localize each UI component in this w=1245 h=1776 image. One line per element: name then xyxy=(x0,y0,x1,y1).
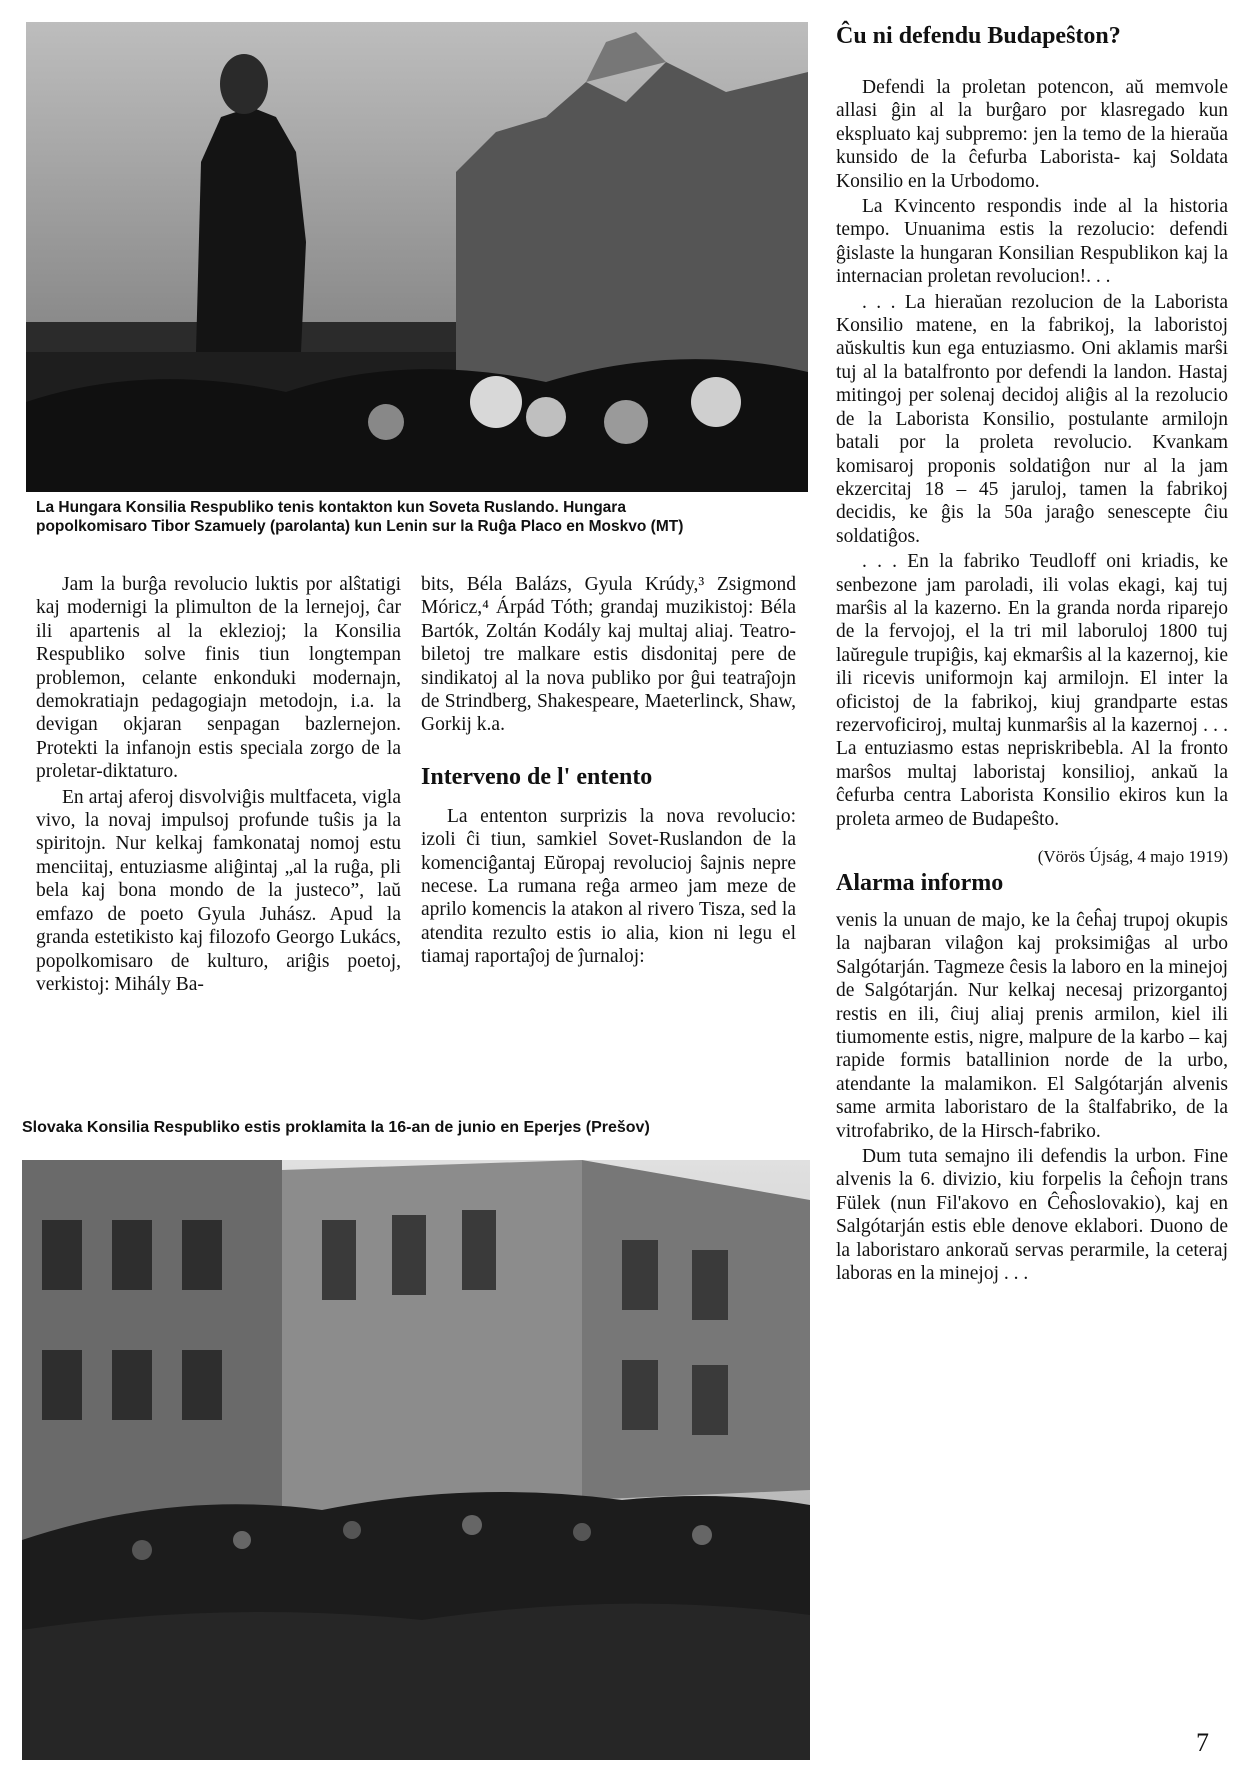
col3-paragraph-1: Defendi la proletan potencon, aŭ memvole allasi ĝin al la burĝaro por klasregado kun ekspluato kaj subpremo: jen la temo de la hieraŭa kunsido de la ĉefurba Laborista- kaj Soldata Konsilio en la Urbodomo. xyxy=(836,77,1228,192)
photo-szamuely-lenin xyxy=(26,22,808,492)
photo1-caption xyxy=(36,498,806,536)
source-citation: (Vörös Újság, 4 majo 1919) xyxy=(1037,847,1228,866)
column-3 xyxy=(836,22,1228,1288)
section-heading-alarma: Alarma informo xyxy=(836,870,1004,896)
col3-paragraph-5: venis la unuan de majo, ke la ĉeĥaj trupoj okupis la najbaran vilaĝon kaj proksimiĝas al urbo Salgótarján. Tagmeze ĉesis la laboro en la minejoj de Salgótarján. Nur kelkaj necesaj prizorgantoj restis en ili, ĉiuj aliaj prenis armilon, kiel ili tiumomente estis, nigre, malpure de la karbo – kaj rapide formis batallinion norde de la urbo, atendante la malamikon. El Salgótarján alvenis same armita laboristaro de la ŝtalfabriko, de la vitrofabriko, de la Hirsch-fabriko. xyxy=(836,910,1228,1142)
section-heading-budapesto: Ĉu ni defendu Budapeŝton? xyxy=(836,23,1121,49)
photo2-caption: Slovaka Konsilia Respubliko estis proklamita la 16-an de junio en Eperjes (Prešov) xyxy=(22,1119,650,1136)
col2-paragraph-1: bits, Béla Balázs, Gyula Krúdy,³ Zsigmond Móricz,⁴ Árpád Tóth; grandaj muzikistoj: Béla Bartók, Zoltán Kodály kaj multaj aliaj. Teatro-biletoj tre malkare estis disdonitaj pere de sindikatoj al la nova publiko por ĝui teatraĵojn de Strindberg, Shakespeare, Maeterlinck, Shaw, Gorkij k.a. xyxy=(421,574,796,736)
col1-paragraph-1: Jam la burĝa revolucio luktis por alŝtatigi kaj modernigi la plimulton de la lernejoj, ĉar ili apartenis al la eklezioj; la Konsilia Respubliko solve finis tiun longtempan problemon, celante enkonduki modernajn, demokratiajn pedagogiajn metodojn, i.a. la devigan okjaran senpagan bazlernejon. Protekti la infanojn estis speciala zorgo de la proletar-diktaturo. xyxy=(36,574,401,783)
page-number: 7 xyxy=(1196,1728,1209,1757)
column-1 xyxy=(36,573,401,998)
section-heading-interveno: Interveno de l' entento xyxy=(421,763,653,790)
col3-paragraph-3: . . . La hieraŭan rezolucion de la Laborista Konsilio matene, en la fabrikoj, la laboristoj aŭskultis kun ega entuziasmo. Oni aklamis marŝi tuj al la batalfronto por defendi la landon. Hastaj mitingoj per solenaj decidoj aliĝis al la rezolucio de la Laborista Konsilio, postulante armilojn batali por la proleta revolucio. Kvankam komisaroj proponis soldatiĝon nur al la jam ekzercitaj 18 – 45 jaruloj, tamen la fabrikoj decidis, ke ĝis la 50a jaraĝo senescepte ĉiu soldatiĝos. xyxy=(836,291,1228,547)
col3-paragraph-4: . . . En la fabriko Teudloff oni kriadis, ke senbezone jam paroladi, ili volas ekagi, kaj tuj marŝis al la kazerno. En la granda norda riparejo de la fervojoj, el la tri mil laboruloj 1800 tuj laŭregule trupiĝis, kaj ekmarŝis al la kazernoj, kie ili ricevis uniformojn kaj armilojn. El inter la oficistoj de la fabrikoj, kiuj grandparte estas rezervoficiroj, multaj kunmarŝis al la kazernoj . . . La entuziasmo estas nepriskribebla. Al la fronto marŝos multaj laboristaj konsilioj, ankaŭ la ĉefurba centra Laborista Konsilio ekiros kun la proleta armeo de Budapeŝto. xyxy=(836,551,1228,830)
col3-paragraph-2: La Kvincento respondis inde al la historia tempo. Unuanima estis la rezolucio: defendi ĝislaste la hungaran Konsilian Respublikon kaj la internacian proletan revolucion!. . . xyxy=(836,196,1228,288)
photo-presov-crowd xyxy=(22,1160,810,1760)
column-2 xyxy=(421,573,796,971)
photo-speaker-image xyxy=(26,22,808,492)
col2-paragraph-2: La ententon surprizis la nova revolucio: izoli ĉi tiun, samkiel Sovet-Ruslandon de la komenciĝantaj Eŭropaj revolucioj ŝajnis nepre necese. La rumana reĝa armeo jam meze de aprilo komencis la atakon al rivero Tisza, sed la atendita rezulto estis io alia, kion ni legu el tiamaj raportaĵoj de ĵurnaloj: xyxy=(421,805,796,968)
photo1-caption-line2: popolkomisaro Tibor Szamuely (parolanta) kun Lenin sur la Ruĝa Placo en Moskvo (MT) xyxy=(36,518,684,535)
photo1-caption-line1: La Hungara Konsilia Respubliko tenis kontakton kun Soveta Ruslando. Hungara xyxy=(36,499,626,516)
col3-paragraph-6: Dum tuta semajno ili defendis la urbon. Fine alvenis la 6. divizio, kiu forpelis la ĉeĥojn trans Fülek (nun Fil'akovo en Ĉeĥoslovakio), kaj en Salgótarján estis eble denove eklabori. Duono de la laboristaro ankoraŭ servas perarmile, la ceteraj laboras en la minejoj . . . xyxy=(836,1146,1228,1285)
col1-paragraph-2: En artaj aferoj disvolviĝis multfaceta, vigla vivo, la novaj impulsoj profunde tuŝis ja la spiritojn. Nur kelkaj famkonataj nomoj estu menciitaj, entuziasme aliĝintaj „al la ruĝa, pli bela kaj bona mondo de la justeco”, laŭ emfazo de poeto Gyula Juhász. Apud la granda estetikisto kaj filozofo Georgo Lukács, popolkomisaro de kulturo, ariĝis poetoj, verkistoj: Mihály Ba- xyxy=(36,786,401,995)
photo-crowd-image xyxy=(22,1160,810,1760)
